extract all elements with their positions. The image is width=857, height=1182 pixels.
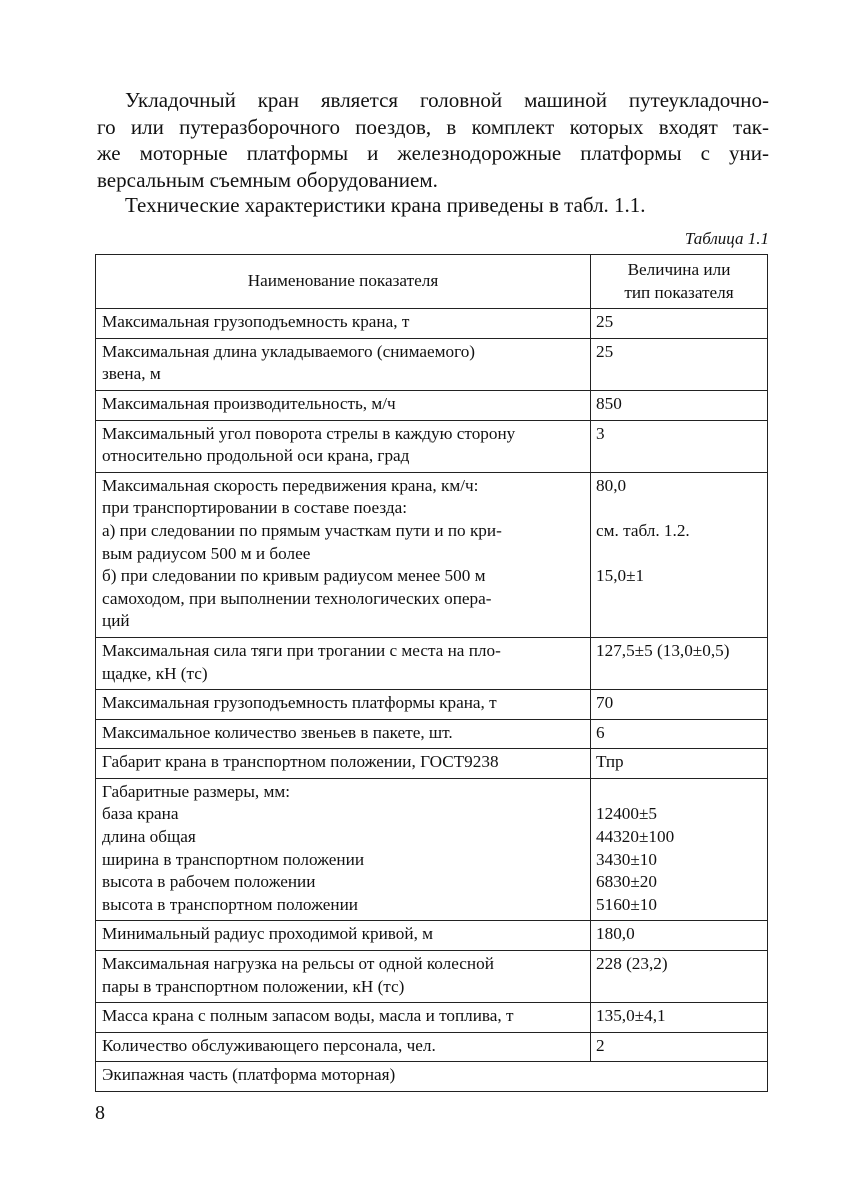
- table-row: [96, 778, 768, 921]
- parameter-name: Максимальная производительность, м/ч: [96, 390, 591, 420]
- table-row: [96, 690, 768, 720]
- parameter-name: Габаритные размеры, мм: база крана длина общая ширина в транспортном положении высота в рабочем положении высота в транспортном положении: [96, 778, 591, 921]
- table-row: [96, 749, 768, 779]
- parameter-name: Минимальный радиус проходимой кривой, м: [96, 921, 591, 951]
- table-reference-paragraph: Технические характеристики крана приведены в табл. 1.1.: [125, 193, 646, 217]
- parameter-value: 70: [591, 690, 768, 720]
- table-row: [96, 1003, 768, 1033]
- parameter-value: 2: [591, 1032, 768, 1062]
- section-heading: Экипажная часть (платформа моторная): [96, 1062, 768, 1092]
- parameter-value: 135,0±4,1: [591, 1003, 768, 1033]
- table-row: [96, 921, 768, 951]
- table-section-row: [96, 1062, 768, 1092]
- parameter-name: Масса крана с полным запасом воды, масла и топлива, т: [96, 1003, 591, 1033]
- table-row: [96, 719, 768, 749]
- parameter-value: 228 (23,2): [591, 951, 768, 1003]
- parameter-value: 127,5±5 (13,0±0,5): [591, 637, 768, 689]
- page-number: 8: [95, 1102, 105, 1124]
- intro-paragraph: [97, 87, 769, 193]
- table-row: [96, 472, 768, 637]
- table-row: [96, 338, 768, 390]
- table-row: [96, 637, 768, 689]
- parameter-value: 12400±5 44320±100 3430±10 6830±20 5160±10: [591, 778, 768, 921]
- table-header-row: [96, 255, 768, 309]
- intro-line: го или путеразборочного поездов, в комплект которых входят так-: [97, 114, 769, 139]
- header-parameter-value: Величина или тип показателя: [591, 255, 768, 309]
- parameter-value: Тпр: [591, 749, 768, 779]
- table-row: [96, 309, 768, 339]
- header-parameter-name: Наименование показателя: [96, 255, 591, 309]
- parameter-name: Максимальное количество звеньев в пакете, шт.: [96, 719, 591, 749]
- parameter-value: 3: [591, 420, 768, 472]
- intro-line: версальным съемным оборудованием.: [97, 167, 438, 192]
- parameter-value: 850: [591, 390, 768, 420]
- parameter-name: Максимальная грузоподъемность платформы крана, т: [96, 690, 591, 720]
- specifications-table: [95, 254, 768, 1092]
- parameter-name: Максимальная скорость передвижения крана, км/ч: при транспортировании в составе поезда: а) при следовании по прямым участкам пути и по кри- вым радиусом 500 м и более б) при следовании по кривым радиусом менее 500 м самоходом, при выполнении технологических опера- ций: [96, 472, 591, 637]
- intro-line: же моторные платформы и железнодорожные платформы с уни-: [97, 141, 769, 165]
- table-row: [96, 951, 768, 1003]
- parameter-value: 80,0 см. табл. 1.2. 15,0±1: [591, 472, 768, 637]
- parameter-name: Максимальная нагрузка на рельсы от одной колесной пары в транспортном положении, кН (тс): [96, 951, 591, 1003]
- parameter-value: 6: [591, 719, 768, 749]
- parameter-name: Габарит крана в транспортном положении, ГОСТ9238: [96, 749, 591, 779]
- parameter-value: 25: [591, 309, 768, 339]
- parameter-name: Максимальный угол поворота стрелы в каждую сторону относительно продольной оси крана, град: [96, 420, 591, 472]
- table-caption: Таблица 1.1: [684, 229, 769, 248]
- parameter-name: Максимальная сила тяги при трогании с места на пло- щадке, кН (тс): [96, 637, 591, 689]
- parameter-name: Количество обслуживающего персонала, чел.: [96, 1032, 591, 1062]
- parameter-name: Максимальная грузоподъемность крана, т: [96, 309, 591, 339]
- intro-line: Укладочный кран является головной машиной путеукладочно-: [125, 88, 769, 112]
- parameter-value: 180,0: [591, 921, 768, 951]
- table-row: [96, 420, 768, 472]
- parameter-name: Максимальная длина укладываемого (снимаемого) звена, м: [96, 338, 591, 390]
- parameter-value: 25: [591, 338, 768, 390]
- table-row: [96, 390, 768, 420]
- table-row: [96, 1032, 768, 1062]
